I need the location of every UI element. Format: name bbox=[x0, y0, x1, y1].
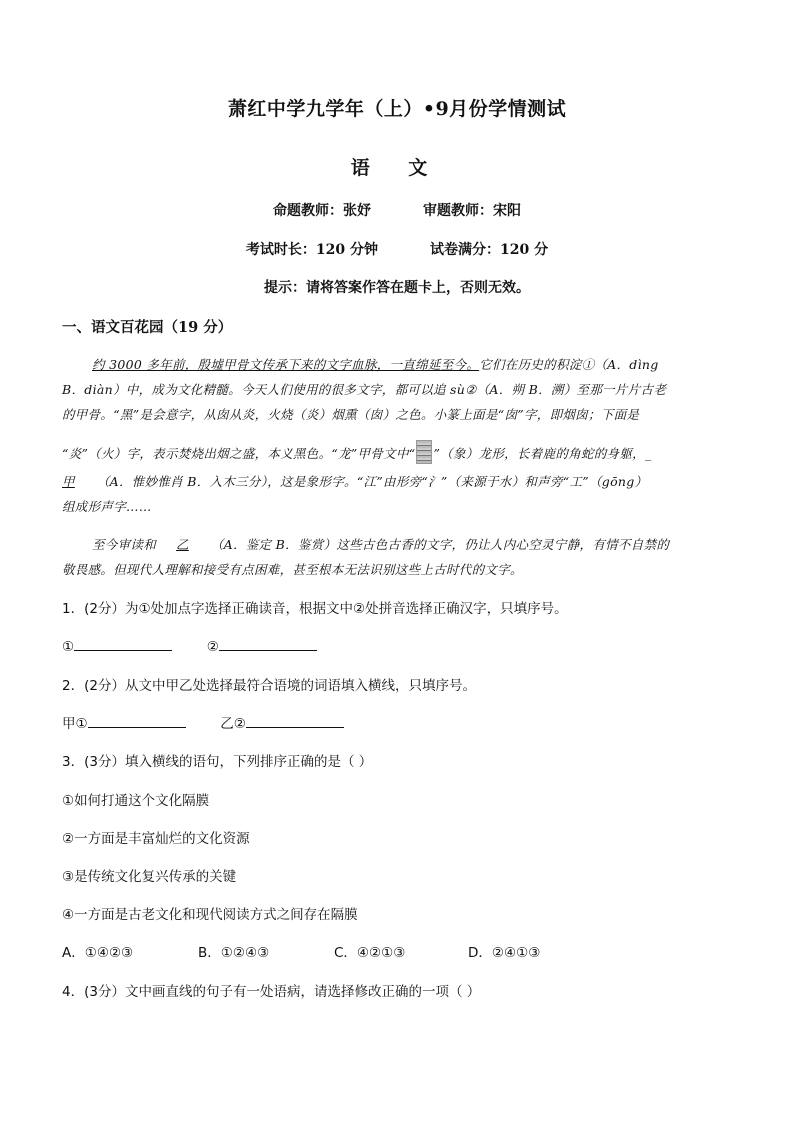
q3-item-4: ④一方面是古老文化和现代阅读方式之间存在隔膜 bbox=[62, 907, 358, 923]
q3-item-2: ②一方面是丰富灿烂的文化资源 bbox=[62, 831, 250, 847]
q3-option-d[interactable]: D．②④①③ bbox=[468, 945, 541, 961]
question-3: 3．(3分）填入横线的语句，下列排序正确的是（ ） bbox=[62, 754, 373, 770]
reviewer-label: 审题教师：宋阳 bbox=[423, 203, 521, 219]
full-score-label: 试卷满分：120 分 bbox=[430, 242, 549, 258]
q3-options bbox=[62, 941, 540, 961]
q2-answer-yi-label: 乙② bbox=[220, 716, 246, 732]
passage-line-2: B．diàn）中，成为文化精髓。今天人们使用的很多文字，都可以追 sù②（A．朔 B．溯）至那一片片古老 bbox=[62, 382, 667, 397]
question-1: 1．(2分）为①处加点字选择正确读音，根据文中②处拼音选择正确汉字，只填序号。 bbox=[62, 601, 568, 617]
passage-line-4-c: _ bbox=[644, 446, 652, 461]
q1-answer-1-blank[interactable] bbox=[74, 636, 172, 651]
q1-answer-2-blank[interactable] bbox=[219, 636, 317, 651]
passage-line-4 bbox=[62, 440, 652, 464]
q2-answer-jia-label: 甲① bbox=[62, 716, 88, 732]
passage-line-5 bbox=[62, 472, 647, 490]
q1-answer-2-label: ② bbox=[206, 639, 219, 655]
q3-item-1: ①如何打通这个文化隔膜 bbox=[62, 793, 210, 809]
q3-option-a[interactable]: A．①④②③ bbox=[62, 945, 134, 961]
passage-line-7-b: （A．鉴定 B．鉴赏）这些古色古香的文字，仍让人内心空灵宁静，有情不自禁的 bbox=[210, 537, 670, 552]
section-heading: 一、语文百花园（19 分） bbox=[62, 319, 233, 336]
q3-option-b[interactable]: B．①②④③ bbox=[198, 945, 270, 961]
question-2: 2．(2分）从文中甲乙处选择最符合语境的词语填入横线，只填序号。 bbox=[62, 678, 476, 694]
setter-label: 命题教师：张妤 bbox=[273, 203, 371, 219]
question-4: 4．(3分）文中画直线的句子有一处语病，请选择修改正确的一项（ ） bbox=[62, 984, 481, 1000]
passage-line-6: 组成形声字…… bbox=[62, 499, 152, 514]
q1-answer-line bbox=[62, 636, 317, 655]
underlined-sentence: 约 3000 多年前，殷墟甲骨文传承下来的文字血脉，一直绵延至今。 bbox=[92, 357, 480, 372]
passage-line-1-rest: 它们在历史的积淀①（A．dìng bbox=[479, 357, 659, 372]
passage-line-4-a: “炎”（火）字，表示焚烧出烟之盛，本义黑色。“龙”甲骨文中“ bbox=[62, 446, 416, 461]
passage-line-7 bbox=[92, 535, 669, 553]
dragon-oracle-glyph-icon bbox=[416, 440, 432, 464]
exam-title: 萧红中学九学年（上）•9月份学情测试 bbox=[227, 98, 567, 120]
blank-yi: 乙 bbox=[176, 537, 189, 552]
q2-answer-jia-blank[interactable] bbox=[88, 713, 186, 728]
q2-answer-line bbox=[62, 712, 344, 732]
passage-line-3: 的甲骨。“黑”是会意字，从囱从炎，火烧（炎）烟熏（囱）之色。小篆上面是“囱”字，即烟囱；下面是 bbox=[62, 407, 640, 422]
q3-option-c[interactable]: C．④②①③ bbox=[334, 945, 406, 961]
time-score-line bbox=[0, 239, 794, 259]
passage-line-8: 敬畏感。但现代人理解和接受有点困难，甚至根本无法识别这些上古时代的文字。 bbox=[62, 562, 523, 577]
q3-item-3: ③是传统文化复兴传承的关键 bbox=[62, 869, 237, 885]
q2-answer-yi-blank[interactable] bbox=[246, 713, 344, 728]
passage-line-4-b: ”（象）龙形，长着鹿的角蛇的身躯， bbox=[433, 446, 645, 461]
subject-title: 语 文 bbox=[350, 157, 444, 179]
teacher-line bbox=[0, 200, 794, 220]
notice: 提示：请将答案作答在题卡上，否则无效。 bbox=[264, 280, 530, 296]
duration-label: 考试时长：120 分钟 bbox=[245, 242, 378, 258]
passage-line-7-a: 至今审读和 bbox=[92, 537, 157, 552]
q1-answer-1-label: ① bbox=[62, 639, 75, 655]
passage-line-1 bbox=[92, 355, 659, 373]
blank-jia: 甲 bbox=[62, 474, 75, 489]
passage-line-5-rest: （A．惟妙惟肖 B．入木三分），这是象形字。“江”由形旁“氵”（来源于水）和声旁“工”（gōng） bbox=[96, 474, 648, 489]
